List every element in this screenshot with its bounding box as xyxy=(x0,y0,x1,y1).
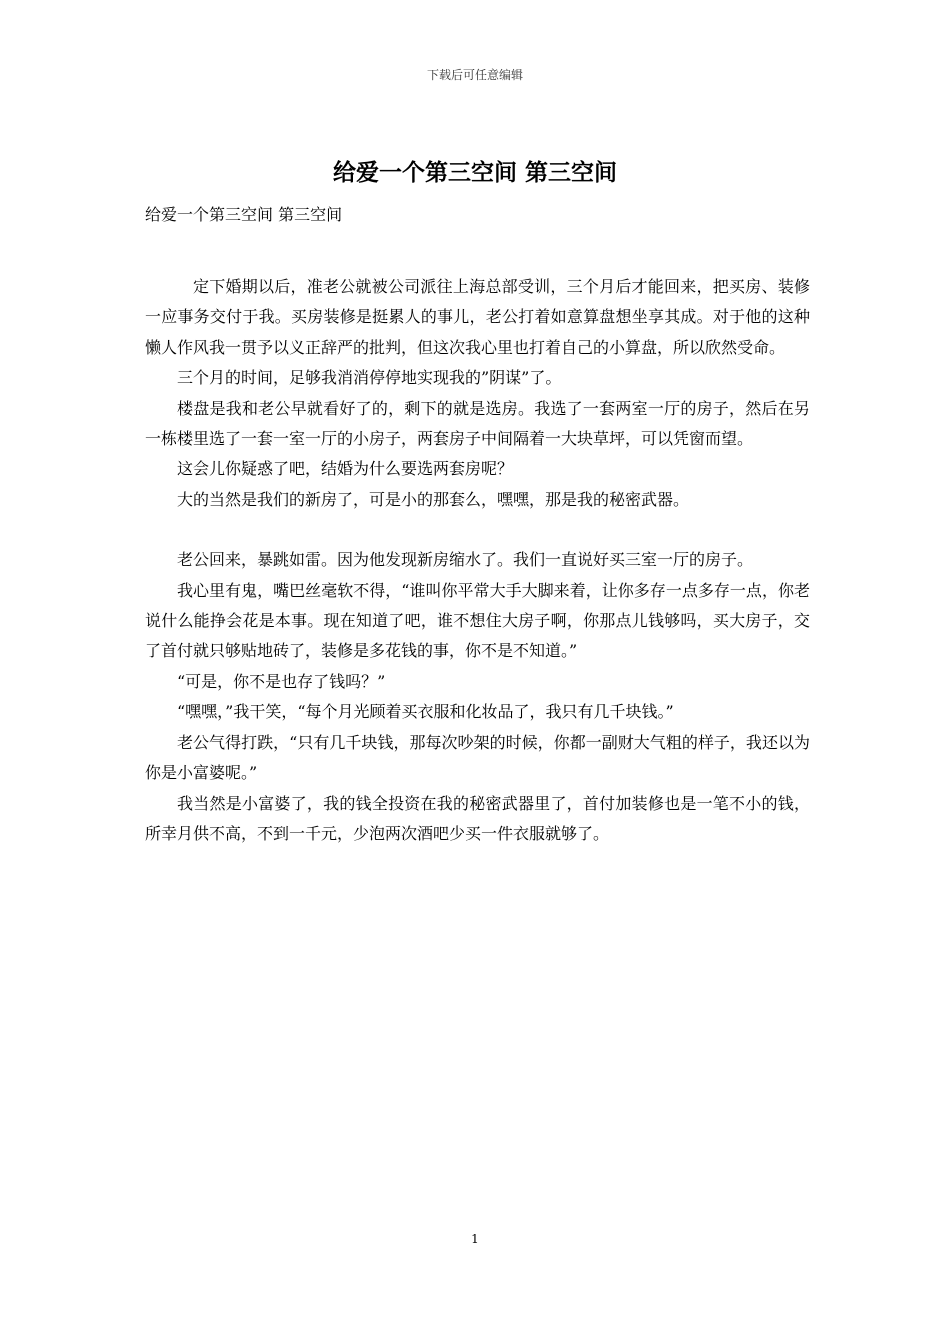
paragraph: “可是，你不是也存了钱吗？” xyxy=(177,671,386,691)
paragraph: 老公气得打跌，“只有几千块钱，那每次吵架的时候，你都一副财大气粗的样子，我还以为你是小富婆呢。” xyxy=(145,732,810,783)
header-note: 下载后可任意编辑 xyxy=(426,68,523,82)
document-subtitle: 给爱一个第三空间 第三空间 xyxy=(145,205,343,224)
paragraph: 大的当然是我们的新房了，可是小的那套么，嘿嘿，那是我的秘密武器。 xyxy=(177,489,690,509)
paragraph: 定下婚期以后，准老公就被公司派往上海总部受训，三个月后才能回来，把买房、装修一应事务交付于我。买房装修是挺累人的事儿，老公打着如意算盘想坐享其成。对于他的这种懒人作风我一贯予以义正辞严的批判，但这次我心里也打着自己的小算盘，所以欣然受命。 xyxy=(145,277,810,357)
paragraph: 我心里有鬼，嘴巴丝毫软不得，“谁叫你平常大手大脚来着，让你多存一点多存一点，你老说什么能挣会花是本事。现在知道了吧，谁不想住大房子啊，你那点儿钱够吗，买大房子，交了首付就只够贴地砖了，装修是多花钱的事，你不是不知道。” xyxy=(145,580,810,661)
paragraph: “嘿嘿，”我干笑，“每个月光顾着买衣服和化妆品了，我只有几千块钱。” xyxy=(177,702,674,722)
paragraph: 我当然是小富婆了，我的钱全投资在我的秘密武器里了，首付加装修也是一笔不小的钱，所幸月供不高，不到一千元，少泡两次酒吧少买一件衣服就够了。 xyxy=(145,793,810,843)
paragraph: 这会儿你疑惑了吧，结婚为什么要选两套房呢？ xyxy=(177,459,514,479)
page-number: 1 xyxy=(471,1232,479,1246)
paragraph-spacer xyxy=(145,515,810,545)
paragraph: 三个月的时间，足够我消消停停地实现我的”阴谋”了。 xyxy=(177,368,562,388)
document-body xyxy=(145,272,810,849)
paragraph: 老公回来，暴跳如雷。因为他发现新房缩水了。我们一直说好买三室一厅的房子。 xyxy=(177,550,754,570)
document-title: 给爱一个第三空间 第三空间 xyxy=(332,159,617,186)
paragraph: 楼盘是我和老公早就看好了的，剩下的就是选房。我选了一套两室一厅的房子，然后在另一栋楼里选了一套一室一厅的小房子，两套房子中间隔着一大块草坪，可以凭窗而望。 xyxy=(145,398,810,449)
